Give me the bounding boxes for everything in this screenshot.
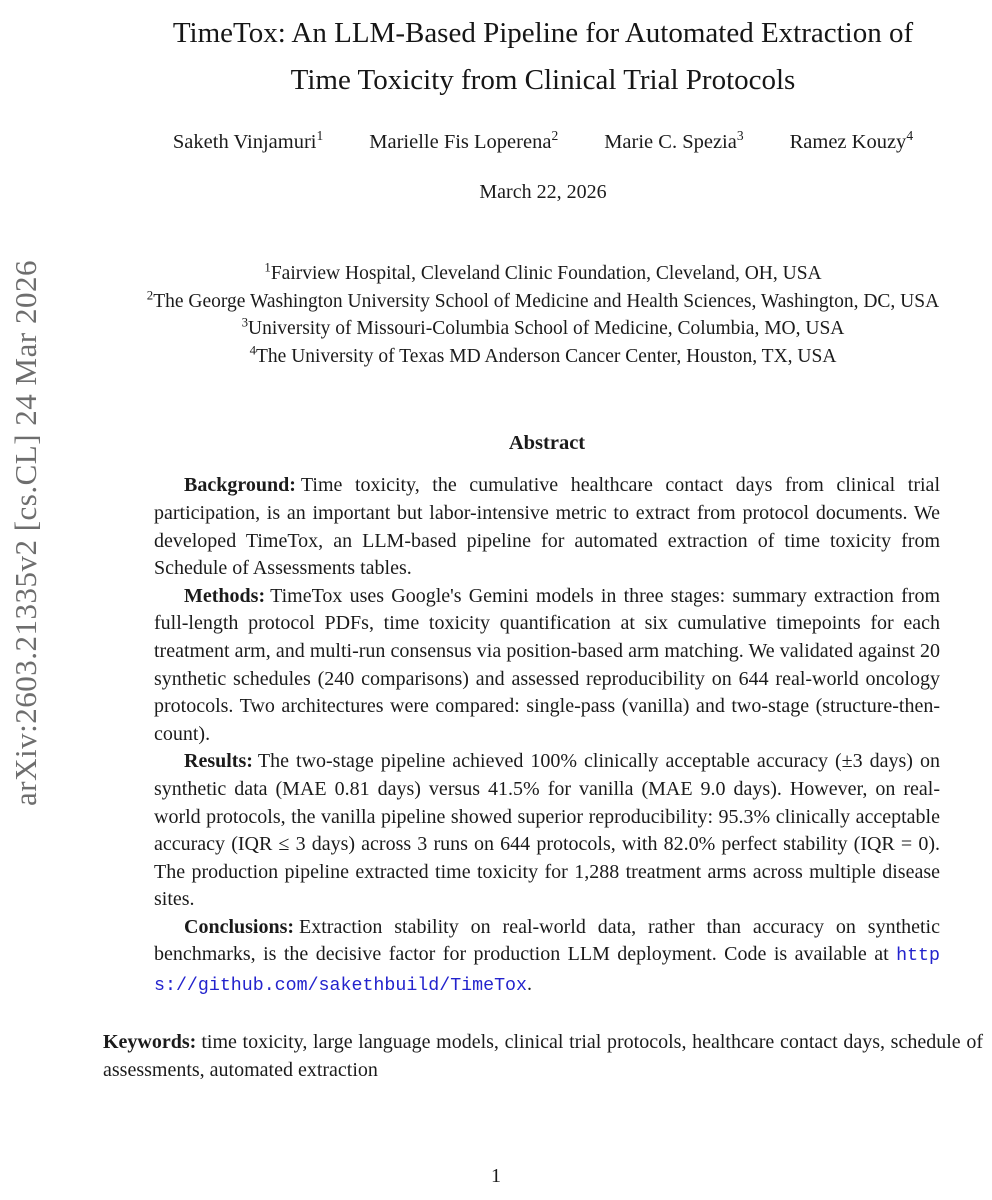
affiliation-text: The George Washington University School of Medicine and Health Sciences, Washington, DC, USA — [153, 290, 940, 312]
affiliation-1 — [103, 260, 983, 288]
paragraph-text: Time toxicity, the cumulative healthcare contact days from clinical trial participation, is an important but labor-intensive metric to extract from protocol documents. We developed TimeTox, an LLM-based pipeline for automated extraction of time toxicity from Schedule of Assessments tables. — [154, 474, 940, 580]
paragraph-text: Extraction stability on real-world data, rather than accuracy on synthetic benchmarks, is the decisive factor for production LLM deployment. Code is available at — [154, 915, 940, 966]
paragraph-label: Methods: — [184, 584, 266, 607]
affiliation-3 — [103, 315, 983, 343]
arxiv-watermark: arXiv:2603.21335v2 [cs.CL] 24 Mar 2026 — [8, 260, 43, 806]
author-4 — [789, 128, 914, 154]
affiliation-list — [103, 260, 983, 370]
paragraph-text: The two-stage pipeline achieved 100% clinically acceptable accuracy (±3 days) on synthetic data (MAE 0.81 days) versus 41.5% for vanilla (MAE 9.0 days). However, on real-world protocols, the vanilla pipeline showed superior reproducibility: 95.3% clinically acceptable accuracy (IQR ≤ 3 days) across 3 runs on 644 protocols, with 82.0% perfect stability (IQR = 0). The production pipeline extracted time toxicity for 1,288 treatment arms across multiple disease sites. — [154, 750, 940, 911]
abstract-heading: Abstract — [508, 432, 586, 455]
affiliation-text: Fairview Hospital, Cleveland Clinic Foundation, Cleveland, OH, USA — [270, 263, 822, 284]
affiliation-mark: 3 — [241, 315, 249, 330]
author-name: Marielle Fis Loperena — [369, 131, 552, 153]
keywords-text: time toxicity, large language models, clinical trial protocols, healthcare contact days, schedule of assessments, automated extraction — [103, 1030, 983, 1082]
paper-title-line1: TimeTox: An LLM-Based Pipeline for Automated Extraction of — [172, 17, 914, 49]
author-2 — [369, 128, 559, 154]
affiliation-text: The University of Texas MD Anderson Cancer Center, Houston, TX, USA — [256, 345, 837, 367]
github-link[interactable]: https://github.com/sakethbuild/TimeTox — [154, 946, 940, 997]
author-affiliation-mark: 3 — [736, 128, 744, 144]
paragraph-label: Results: — [184, 750, 253, 773]
abstract-paragraph-background — [154, 472, 940, 582]
affiliation-2 — [103, 288, 983, 316]
abstract-section — [154, 432, 940, 1000]
page-number: 1 — [491, 1165, 501, 1187]
author-3 — [604, 128, 744, 154]
author-name: Ramez Kouzy — [789, 131, 907, 153]
author-list — [103, 128, 983, 154]
abstract-paragraph-conclusions — [154, 914, 940, 1001]
abstract-paragraph-methods — [154, 583, 940, 749]
author-name: Marie C. Spezia — [604, 131, 737, 153]
keywords-label: Keywords: — [103, 1030, 197, 1053]
paragraph-text: TimeTox uses Google's Gemini models in three stages: summary extraction from full-length protocol PDFs, time toxicity quantification at six cumulative timepoints for each treatment arm, and multi-run consensus via position-based arm matching. We validated against 20 synthetic schedules (240 comparisons) and assessed reproducibility on 644 real-world oncology protocols. Two architectures were compared: single-pass (vanilla) and two-stage (structure-then-count). — [154, 584, 940, 745]
author-1 — [172, 128, 324, 154]
paper-date: March 22, 2026 — [479, 181, 607, 203]
paragraph-text-after-link: . — [527, 973, 532, 996]
abstract-paragraph-results — [154, 748, 940, 914]
author-name: Saketh Vinjamuri — [172, 131, 317, 153]
affiliation-mark: 2 — [146, 288, 154, 303]
author-affiliation-mark: 4 — [906, 128, 914, 144]
affiliation-text: University of Missouri-Columbia School of Medicine, Columbia, MO, USA — [248, 318, 845, 340]
affiliation-4 — [103, 343, 983, 371]
affiliation-mark: 1 — [264, 260, 271, 275]
page-content — [103, 0, 983, 1085]
affiliation-mark: 4 — [249, 343, 256, 358]
paper-title — [103, 10, 983, 104]
keywords — [103, 1028, 983, 1085]
paragraph-label: Background: — [184, 474, 296, 497]
author-affiliation-mark: 1 — [316, 128, 324, 144]
paragraph-label: Conclusions: — [184, 915, 295, 938]
paper-title-line2: Time Toxicity from Clinical Trial Protocols — [290, 64, 796, 96]
author-affiliation-mark: 2 — [551, 128, 559, 144]
